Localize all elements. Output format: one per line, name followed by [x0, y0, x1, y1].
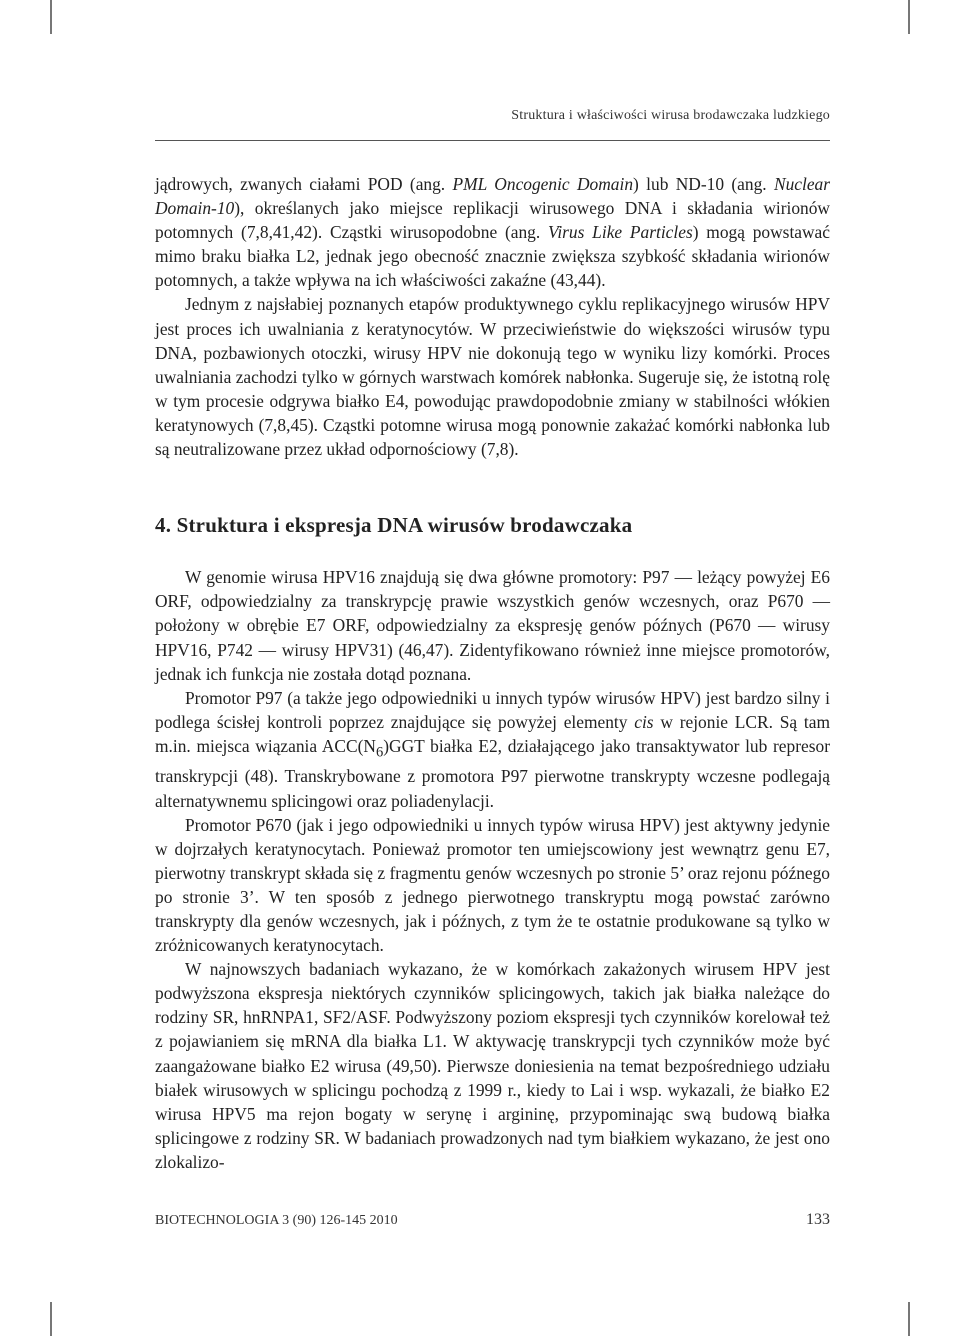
text-run: ), określanych jako miejsce replikacji wirusowego DNA i składania wirionów potomnych (7,8,41,42). Cząstki wirusopodobne (ang.: [155, 198, 830, 243]
running-head: Struktura i właściwości wirusa brodawczaka ludzkiego: [511, 108, 830, 123]
text-run: )GGT białka E2, działającego jako transaktywator lub represor transkrypcji (48). Transkrybowane z promotora P97 pierwotne transkrypty wczesne podlegają alternatywnemu splicingowi oraz poliadenylacji.: [155, 735, 830, 811]
italic-term: PML Oncogenic Domain: [452, 174, 634, 194]
crop-mark-bottom-left: [50, 1302, 52, 1336]
text-run: ) mogą powstawać mimo braku białka L2, jednak jego obecność znacznie zwiększa szybkość składania wirionów potomnych, a także wpływa na ich właściwości zakaźne (43,44).: [155, 222, 830, 291]
crop-mark-bottom-right: [908, 1302, 910, 1336]
paragraph-2: Jednym z najsłabiej poznanych etapów produktywnego cyklu replikacyjnego wirusów HPV jest proces ich uwalniania z keratynocytów. W przeciwieństwie do większości wirusów typu DNA, pozbawionych otoczki, wirusy HPV nie dokonują tego w wyniku lizy komórki. Proces uwalniania zachodzi tylko w górnych warstwach komórek nabłonka. Sugeruje się, że istotną rolę w tym procesie odgrywa białko E4, powodując prawdopodobnie zmiany w stabilności włókien keratynowych (7,8,45). Cząstki potomne wirusa mogą ponownie zakażać komórki nabłonka lub są neutralizowane przez układ odpornościowy (7,8).: [155, 294, 830, 460]
journal-citation: BIOTECHNOLOGIA 3 (90) 126-145 2010: [155, 1213, 398, 1228]
text-run: ) lub ND-10 (ang.: [633, 174, 774, 194]
paragraph-4: [155, 686, 830, 813]
page-body: [155, 172, 830, 1174]
text-run: Promotor P97 (a także jego odpowiedniki u innych typów wirusów HPV) jest bardzo silny i podlega ścisłej kontroli poprzez znajdujące się powyżej elementy: [155, 687, 830, 732]
page-number: 133: [806, 1211, 830, 1228]
italic-term: Virus Like Particles: [548, 222, 693, 243]
paragraph-3: W genomie wirusa HPV16 znajdują się dwa główne promotory: P97 — leżący powyżej E6 ORF, odpowiedzialny za transkrypcję prawie wszystkich genów wczesnych, oraz P670 — położony w obrębie E7 ORF, odpowiedzialny za ekspresję genów późnych (P670 — wirusy HPV16, P742 — wirusy HPV31) (46,47). Zidentyfikowano również inne miejsce promotorów, jednak ich funkcja nie została dotąd poznana.: [155, 567, 830, 684]
paragraph-1: [155, 172, 830, 292]
italic-term: cis: [634, 711, 654, 732]
subscript: 6: [375, 744, 384, 761]
text-run: jądrowych, zwanych ciałami POD (ang.: [155, 174, 453, 194]
header-rule: [155, 140, 830, 141]
section-heading: 4. Struktura i ekspresja DNA wirusów brodawczaka: [155, 513, 633, 538]
crop-mark-top-right: [908, 0, 910, 34]
paragraph-6: W najnowszych badaniach wykazano, że w komórkach zakażonych wirusem HPV jest podwyższona ekspresja niektórych czynników splicingowych, takich jak białka należące do rodziny SR, hnRNPA1, SF2/ASF. Podwyższony poziom ekspresji tych czynników korelował też z pojawianiem się mRNA dla białka L1. W aktywację transkrypcji tych czynników może być zaangażowane białko E2 wirusa (49,50). Pierwsze doniesienia na temat bezpośredniego udziału białek wirusowych w splicingu pochodzą z 1999 r., kiedy to Lai i wsp. wykazali, że białko E2 wirusa HPV5 ma rejon bogaty w serynę i argininę, przypominając swą budową białka splicingowe z rodziny SR. W badaniach prowadzonych nad tym białkiem wykazano, że jest ono zlokalizo-: [155, 959, 830, 1172]
paragraph-5: Promotor P670 (jak i jego odpowiedniki u innych typów wirusa HPV) jest aktywny jedynie w dojrzałych keratynocytach. Ponieważ promotor ten umiejscowiony jest wewnątrz genu E7, pierwotny transkrypt składa się z fragmentu genów wczesnych po stronie 5’ oraz rejonu późnego po stronie 3’. W ten sposób z jednego pierwotnego transkryptu mogą powstać zarówno transkrypty dla genów wczesnych, jak i późnych, z tym że te ostatnie produkowane są tylko w zróżnicowanych keratynocytach.: [155, 814, 830, 956]
crop-mark-top-left: [50, 0, 52, 34]
italic-term: Nuclear Domain-10: [155, 174, 831, 219]
text-run: w rejonie LCR. Są tam m.in. miejsca wiązania ACC(N: [155, 711, 831, 756]
